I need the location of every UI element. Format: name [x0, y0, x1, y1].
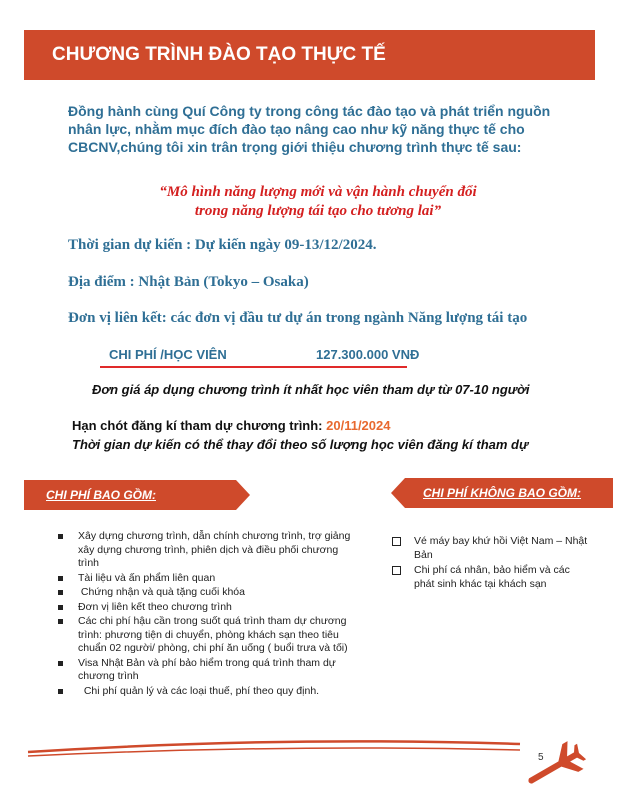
list-item: Chứng nhận và quà tặng cuối khóa [54, 586, 354, 600]
list-item: Tài liệu và ấn phẩm liên quan [54, 572, 354, 586]
footer-swoosh [0, 730, 618, 800]
deadline-date: 20/11/2024 [326, 418, 391, 433]
checkbox-bullet-icon [392, 537, 401, 546]
square-bullet-icon [58, 689, 63, 694]
square-bullet-icon [58, 661, 63, 666]
square-bullet-icon [58, 619, 63, 624]
info-partner: Đơn vị liên kết: các đơn vị đầu tư dự án trong ngành Năng lượng tái tạo [68, 310, 528, 326]
intro-paragraph: Đồng hành cùng Quí Công ty trong công tác đào tạo và phát triển nguồn nhân lực, nhằm mục đích đào tạo nâng cao như kỹ năng thực tế cho CBCNV,chúng tôi xin trân trọng giới thiệu chương trình thực tế sau: [68, 103, 551, 155]
excluded-costs-list [392, 535, 592, 593]
included-costs-list [54, 530, 354, 699]
cost-label: CHI PHÍ /HỌC VIÊN [109, 347, 227, 362]
square-bullet-icon [58, 576, 63, 581]
checkbox-bullet-icon [392, 566, 401, 575]
unit-price-note: Đơn giá áp dụng chương trình ít nhất học viên tham dự từ 07-10 người [92, 382, 530, 397]
program-quote [68, 183, 568, 221]
included-costs-title: CHI PHÍ BAO GỒM: [24, 480, 236, 510]
page-title: CHƯƠNG TRÌNH ĐÀO TẠO THỰC TẾ [24, 30, 595, 80]
cost-underline [100, 366, 407, 368]
list-item: Vé máy bay khứ hồi Việt Nam – Nhật Bản [392, 535, 592, 562]
info-location: Địa điểm : Nhật Bản (Tokyo – Osaka) [68, 274, 309, 290]
quote-line-2: trong năng lượng tái tạo cho tương lai” [194, 203, 442, 219]
airplane-icon [521, 738, 590, 796]
info-time: Thời gian dự kiến : Dự kiến ngày 09-13/12/2024. [68, 237, 377, 253]
quote-line-1: “Mô hình năng lượng mới và vận hành chuyển đổi [159, 184, 477, 200]
square-bullet-icon [58, 605, 63, 610]
list-item: Visa Nhật Bản và phí bảo hiểm trong quá trình tham dự chương trình [54, 657, 354, 684]
excluded-costs-title: CHI PHÍ KHÔNG BAO GỒM: [405, 478, 613, 508]
square-bullet-icon [58, 534, 63, 539]
list-item: Đơn vị liên kết theo chương trình [54, 601, 354, 615]
list-item: Chi phí cá nhân, bảo hiểm và các phát sinh khác tại khách sạn [392, 564, 592, 591]
deadline [72, 418, 390, 433]
list-item: Xây dựng chương trình, dẫn chính chương trình, trợ giảng xây dựng chương trình, phiên dịch và điều phối chương trình [54, 530, 354, 571]
list-item: Các chi phí hậu cần trong suốt quá trình tham dự chương trình: phương tiện di chuyển, phòng khách sạn theo tiêu chuẩn 02 người/ phòng, chi phí ăn uống ( buổi trưa và tối) [54, 615, 354, 656]
page-number: 5 [538, 752, 544, 763]
square-bullet-icon [58, 590, 63, 595]
list-item: Chi phí quản lý và các loại thuế, phí theo quy định. [54, 685, 354, 699]
cost-value: 127.300.000 VNĐ [316, 347, 420, 362]
deadline-label: Hạn chót đăng kí tham dự chương trình: [72, 418, 327, 433]
time-change-note: Thời gian dự kiến có thể thay đổi theo số lượng học viên đăng kí tham dự [72, 437, 529, 452]
